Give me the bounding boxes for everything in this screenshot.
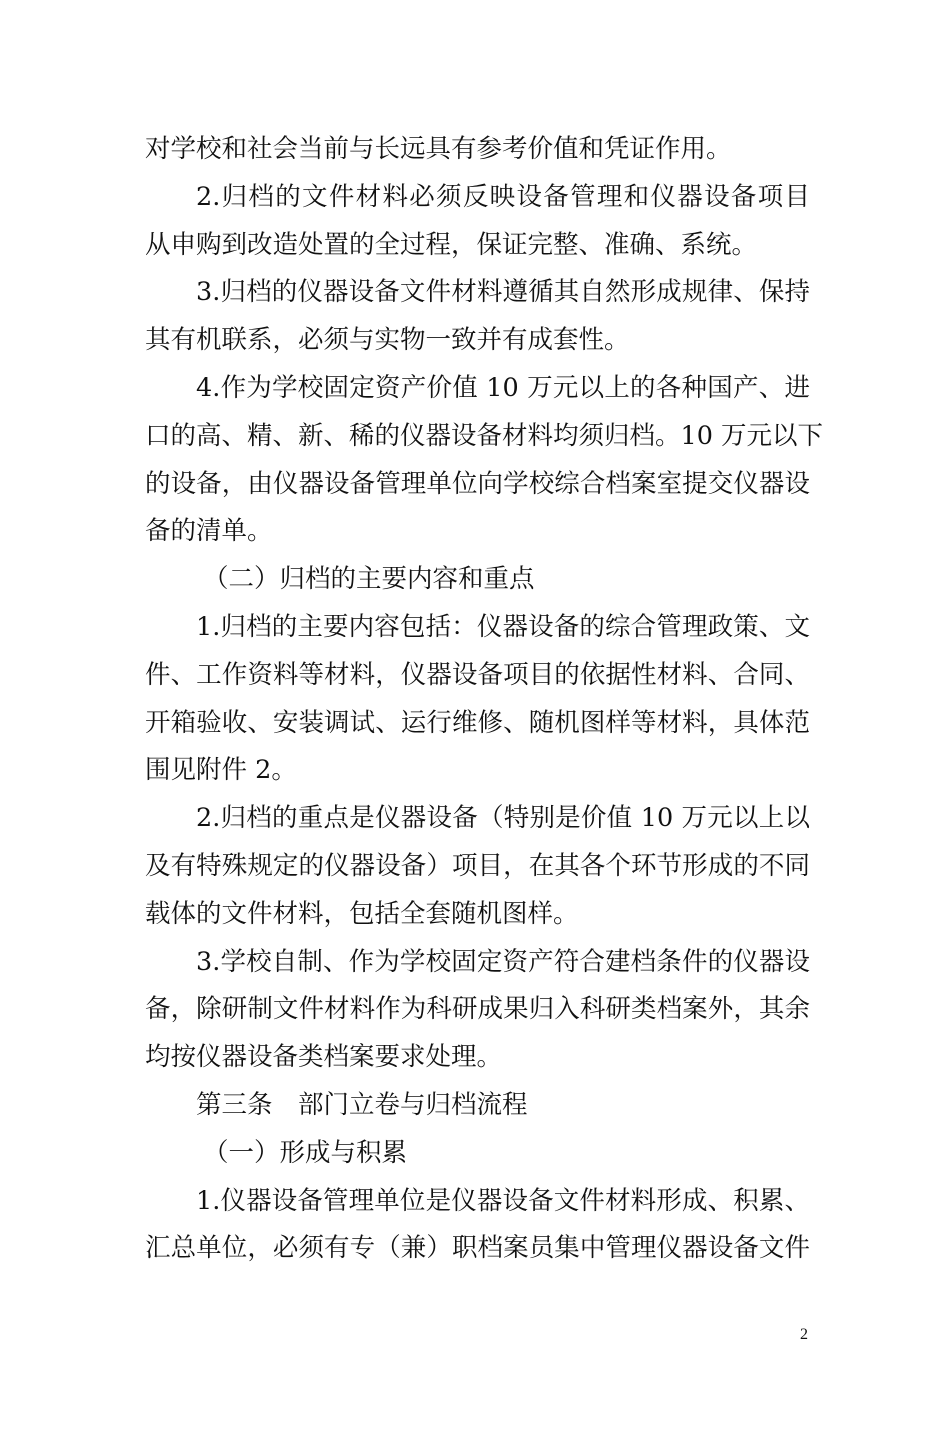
text-line: 的设备，由仪器设备管理单位向学校综合档案室提交仪器设 xyxy=(145,468,810,499)
page-number: 2 xyxy=(800,1326,808,1343)
text-line: 开箱验收、安装调试、运行维修、随机图样等材料，具体范 xyxy=(145,707,810,738)
text-line: 汇总单位，必须有专（兼）职档案员集中管理仪器设备文件 xyxy=(145,1233,810,1264)
text-line: 备，除研制文件材料作为科研成果归入科研类档案外，其余 xyxy=(145,994,810,1025)
article-heading-3: 第三条 部门立卷与归档流程 xyxy=(196,1089,528,1120)
body-text xyxy=(145,126,824,1273)
item-1-line-1: 1.归档的主要内容包括：仪器设备的综合管理政策、文 xyxy=(196,611,810,642)
paragraph-3-line-1: 3.归档的仪器设备文件材料遵循其自然形成规律、保持 xyxy=(196,277,810,308)
text-line: 从申购到改造处置的全过程，保证完整、准确、系统。 xyxy=(145,229,758,260)
section-heading-1: （一）形成与积累 xyxy=(203,1137,408,1168)
text-line: 围见附件 2。 xyxy=(145,755,297,786)
paragraph-2-line-1: 2.归档的文件材料必须反映设备管理和仪器设备项目 xyxy=(196,181,810,212)
text-line: 载体的文件材料，包括全套随机图样。 xyxy=(145,898,579,929)
paragraph-4-line-1: 4.作为学校固定资产价值 10 万元以上的各种国产、进 xyxy=(196,372,810,403)
section-heading-2: （二）归档的主要内容和重点 xyxy=(203,564,535,595)
text-line: 对学校和社会当前与长远具有参考价值和凭证作用。 xyxy=(145,134,732,164)
item-1-line-1: 1.仪器设备管理单位是仪器设备文件材料形成、积累、 xyxy=(196,1185,810,1216)
text-line: 件、工作资料等材料，仪器设备项目的依据性材料、合同、 xyxy=(145,659,810,690)
text-line: 及有特殊规定的仪器设备）项目，在其各个环节形成的不同 xyxy=(145,850,810,881)
item-3-line-1: 3.学校自制、作为学校固定资产符合建档条件的仪器设 xyxy=(196,946,810,977)
text-line: 其有机联系，必须与实物一致并有成套性。 xyxy=(145,325,630,356)
text-line: 备的清单。 xyxy=(145,516,273,547)
text-line: 口的高、精、新、稀的仪器设备材料均须归档。10 万元以下 xyxy=(145,420,824,451)
item-2-line-1: 2.归档的重点是仪器设备（特别是价值 10 万元以上以 xyxy=(196,803,810,834)
text-line: 均按仪器设备类档案要求处理。 xyxy=(145,1042,503,1073)
